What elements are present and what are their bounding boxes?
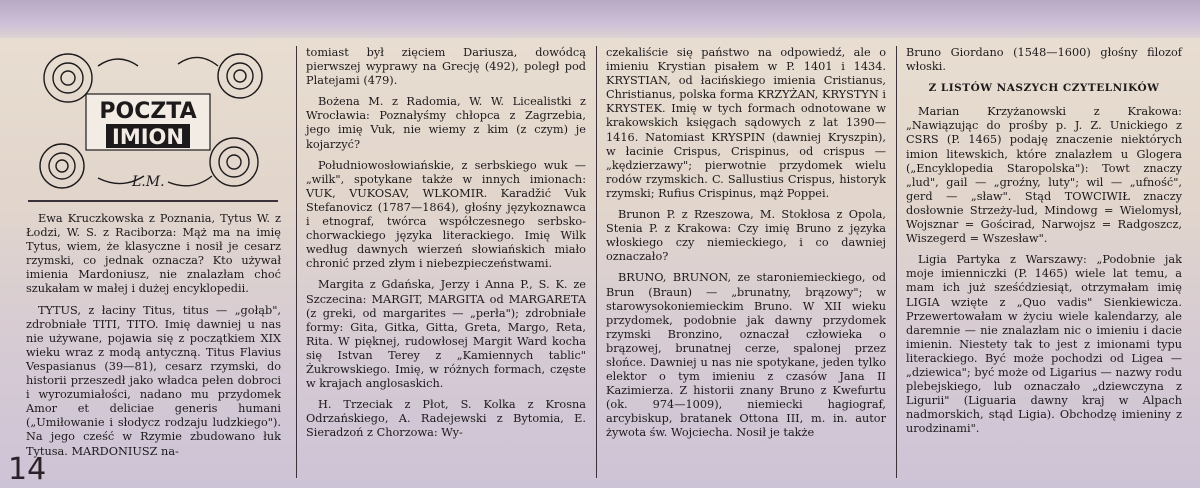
logo-underline	[28, 200, 278, 202]
column-divider-1	[296, 46, 297, 478]
col4-paragraph-3: Ligia Partyka z Warszawy: „Podobnie jak moje imienniczki (P. 1465) wiele lat temu, a mam ich już sześćdziesiąt, otrzymałam imię LIGIA wzięte z „Quo vadis" Sienkiewicza. Przewertowałam w życiu wiele kalendarzy, ale daremnie — nie znalazłam nic o imieniu i dacie imienin. Niestety tak to jest z imionami typu literackiego. Być może pochodzi od Ligea — „dziewica"; być może od Ligarius — nazwy rodu plebejskiego, lub oznaczało „dziewczyna z Ligurii" (Liguaria dawny kraj w Alpach nadmorskich, stąd Ligia). Obchodzę imieniny z urodzinami".	[906, 253, 1182, 436]
col3-paragraph-1: czekaliście się państwo na odpowiedź, ale o imieniu Krystian pisałem w P. 1401 i 1434. KRYSTIAN, od łacińskiego imienia Cristianus, Christianus, polska forma KRZYŻAN, KRYSTYN i KRYSTEK. Imię w tych formach odnotowane w krakowskich księgach sądowych z lat 1390—1416. Natomiast KRYSPIN (dawniej Kryszpin), w łacinie Crispus, Crispinus, od crispus — „kędzierzawy"; pierwotnie przydomek wielu rodów rzymskich. C. Sallustius Crispus, historyk rzymski; Rufius Crispinus, mąż Poppei.	[606, 46, 886, 200]
logo-line2: IMION	[112, 125, 184, 149]
top-color-band	[0, 0, 1200, 38]
letters-heading: Z LISTÓW NASZYCH CZYTELNIKÓW	[928, 82, 1160, 95]
column-4	[906, 46, 1182, 443]
column-3	[606, 46, 886, 448]
col1-paragraph-1: Ewa Kruczkowska z Poznania, Tytus W. z Łodzi, W. S. z Raciborza: Mąż ma na imię Tytus, wiem, że klasyczne i nosił je cesarz rzymski, co jednak oznacza? Kto używał imienia Mardoniusz, nie znalazłam choć szukałam w małej i dużej encyklopedii.	[26, 212, 281, 296]
column-2	[306, 46, 586, 447]
column-divider-2	[596, 46, 597, 478]
poczta-imion-logo	[28, 46, 268, 194]
page-number: 14	[8, 452, 47, 487]
column-divider-3	[896, 46, 897, 478]
col2-paragraph-5: H. Trzeciak z Płot, S. Kolka z Krosna Odrzańskiego, A. Radejewski z Bytomia, E. Sieradzoń z Chorzowa: Wy-	[306, 398, 586, 440]
column-1	[26, 212, 281, 466]
col4-paragraph-2: Marian Krzyżanowski z Krakowa: „Nawiązując do prośby p. J. Z. Unickiego z CSRS (P. 1465) podaję znaczenie niektórych imion litewskich, które znalazłem u Glogera („Encyklopedia Staropolska"): Towt znaczy „lud", gail — „groźny, luty"; wil — „ufność", gerd — „sław". Stąd TOWCIWIŁ znaczy dosłownie Strzeży-lud, Mindowg = Wielomysł, Wojsznar = Gościrad, Narwojsz = Radgoszcz, Wiszegerd = Wszesław".	[906, 105, 1182, 246]
col3-paragraph-3: BRUNO, BRUNON, ze staroniemieckiego, od Brun (Braun) — „brunatny, brązowy"; w starowysokoniemieckim Bruno. W XII wieku przydomek, podobnie jak dawny przydomek rzymski Bronzino, oznaczał człowieka o brązowej, brunatnej cerze, spalonej przez słońce. Dawniej u nas nie spotykane, jeden tylko elektor o tym imieniu z czasów Jana II Kazimierza. Z historii znany Bruno z Kwefurtu (ok. 974—1009), niemiecki hagiograf, arcybiskup, bratanek Ottona III, m. in. autor żywota św. Wojciecha. Nosił je także	[606, 271, 886, 440]
logo-line1: POCZTA	[99, 99, 197, 124]
col1-paragraph-2: TYTUS, z łaciny Titus, titus — „gołąb", zdrobniałe TITI, TITO. Imię dawniej u nas nie używane, pojawia się z początkiem XIX wieku wraz z modą antyczną. Titus Flavius Vespasianus (39—81), cesarz rzymski, do historii przeszedł jako władca pełen dobroci i wyrozumiałości, nadano mu przydomek Amor et deliciae generis humani („Umiłowanie i słodycz rodzaju ludzkiego"). Na jego cześć w Rzymie zbudowano łuk Tytusa. MARDONIUSZ na-	[26, 303, 281, 458]
col2-paragraph-4: Margita z Gdańska, Jerzy i Anna P., S. K. ze Szczecina: MARGIT, MARGITA od MARGARETA (z greki, od margarites — „perła"); zdrobniałe formy: Gita, Gitka, Gitta, Greta, Margo, Reta, Rita. W pięknej, rudowłosej Margit Ward kocha się Istvan Terey z „Kamiennych tablic" Żukrowskiego. Imię, w różnych formach, częste w krajach anglosaskich.	[306, 278, 586, 391]
col2-paragraph-2: Bożena M. z Radomia, W. W. Licealistki z Wrocławia: Poznałyśmy chłopca z Zagrzebia, jego imię Vuk, nie wiemy z kim (z czym) je kojarzyć?	[306, 95, 586, 151]
logo-signature: L.M.	[132, 174, 165, 190]
col2-paragraph-3: Południowosłowiańskie, z serbskiego wuk — „wilk", spotykane także w innych imionach: VUK, VUKOSAV, WLKOMIR. Karadžić Vuk Stefanovicz (1787—1864), głośny językoznawca i etnograf, twórca współczesnego serbsko-chorwackiego języka literackiego. Imię Wilk według dawnych wierzeń słowiańskich miało chronić przed złym i niebezpieczeństwami.	[306, 158, 586, 271]
col4-paragraph-1: Bruno Giordano (1548—1600) głośny filozof włoski.	[906, 46, 1182, 74]
col2-paragraph-1: tomiast był zięciem Dariusza, dowódcą pierwszej wyprawy na Grecję (492), poległ pod Platejami (479).	[306, 46, 586, 88]
col3-paragraph-2: Brunon P. z Rzeszowa, M. Stokłosa z Opola, Stenia P. z Krakowa: Czy imię Bruno z języka włoskiego czy niemieckiego, i co dawniej oznaczało?	[606, 208, 886, 264]
